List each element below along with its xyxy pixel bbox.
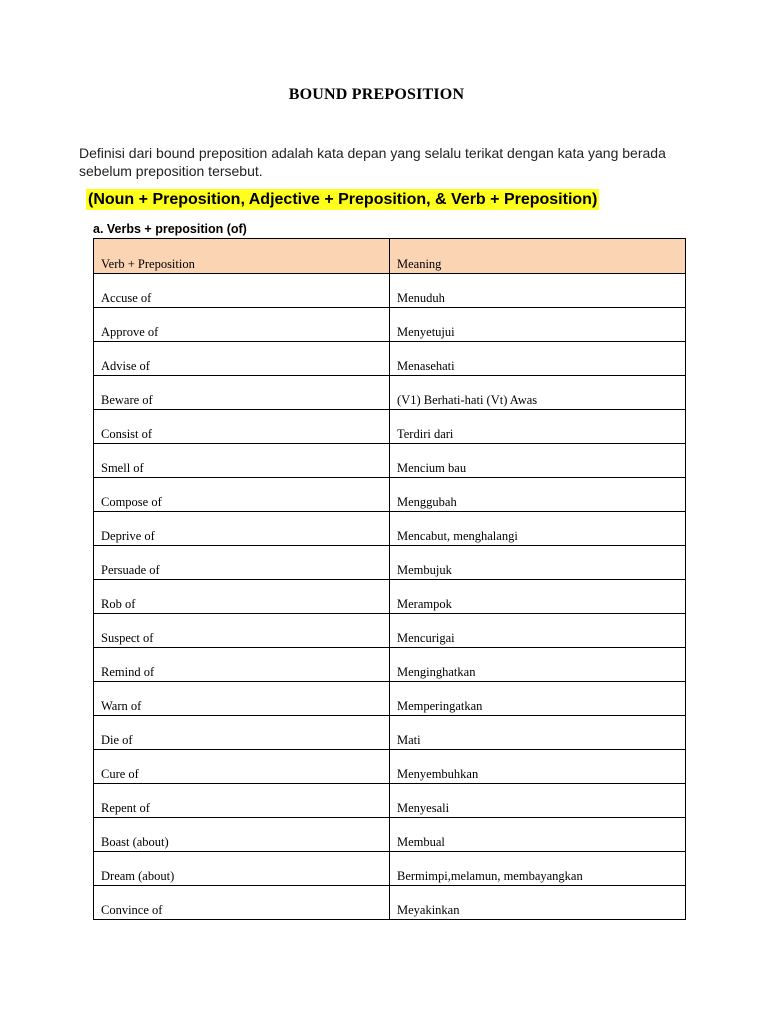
verb-preposition-cell: Warn of (94, 682, 390, 716)
table-row (94, 376, 686, 410)
table-row (94, 274, 686, 308)
table-row (94, 886, 686, 920)
meaning-cell: Mencium bau (390, 444, 686, 478)
meaning-cell: Memperingatkan (390, 682, 686, 716)
page-title: BOUND PREPOSITION (288, 86, 465, 103)
meaning-cell: Menuduh (390, 274, 686, 308)
table-header-row (94, 239, 686, 274)
table-row (94, 546, 686, 580)
table-row (94, 818, 686, 852)
table-row (94, 444, 686, 478)
verb-preposition-cell: Suspect of (94, 614, 390, 648)
meaning-cell: Meyakinkan (390, 886, 686, 920)
verb-preposition-cell: Rob of (94, 580, 390, 614)
verb-preposition-cell: Convince of (94, 886, 390, 920)
meaning-cell: Menginghatkan (390, 648, 686, 682)
meaning-cell: Menyesali (390, 784, 686, 818)
verb-preposition-cell: Boast (about) (94, 818, 390, 852)
header-meaning: Meaning (390, 239, 686, 274)
verb-preposition-cell: Consist of (94, 410, 390, 444)
table-row (94, 410, 686, 444)
verb-preposition-cell: Accuse of (94, 274, 390, 308)
verb-preposition-cell: Approve of (94, 308, 390, 342)
preposition-table (93, 238, 686, 920)
table-row (94, 580, 686, 614)
table-row (94, 852, 686, 886)
table-row (94, 478, 686, 512)
verb-preposition-cell: Dream (about) (94, 852, 390, 886)
meaning-cell: Mencurigai (390, 614, 686, 648)
verb-preposition-cell: Persuade of (94, 546, 390, 580)
table-row (94, 784, 686, 818)
highlighted-formula: (Noun + Preposition, Adjective + Preposition, & Verb + Preposition) (88, 191, 598, 208)
meaning-cell: Merampok (390, 580, 686, 614)
meaning-cell: Menyembuhkan (390, 750, 686, 784)
table-row (94, 308, 686, 342)
meaning-cell: Membual (390, 818, 686, 852)
verb-preposition-cell: Advise of (94, 342, 390, 376)
verb-preposition-cell: Deprive of (94, 512, 390, 546)
meaning-cell: Menasehati (390, 342, 686, 376)
verb-preposition-cell: Repent of (94, 784, 390, 818)
verb-preposition-cell: Beware of (94, 376, 390, 410)
table-row (94, 682, 686, 716)
table-row (94, 750, 686, 784)
verb-preposition-cell: Die of (94, 716, 390, 750)
meaning-cell: Terdiri dari (390, 410, 686, 444)
section-heading: a. Verbs + preposition (of) (93, 222, 247, 236)
meaning-cell: (V1) Berhati-hati (Vt) Awas (390, 376, 686, 410)
verb-preposition-cell: Compose of (94, 478, 390, 512)
table-row (94, 512, 686, 546)
meaning-cell: Mati (390, 716, 686, 750)
header-verb-preposition: Verb + Preposition (94, 239, 390, 274)
verb-preposition-cell: Remind of (94, 648, 390, 682)
meaning-cell: Membujuk (390, 546, 686, 580)
table-row (94, 648, 686, 682)
verb-preposition-cell: Cure of (94, 750, 390, 784)
table-row (94, 614, 686, 648)
intro-paragraph: Definisi dari bound preposition adalah kata depan yang selalu terikat dengan kata yang berada sebelum preposition tersebut. (79, 145, 666, 179)
meaning-cell: Menggubah (390, 478, 686, 512)
meaning-cell: Menyetujui (390, 308, 686, 342)
verb-preposition-cell: Smell of (94, 444, 390, 478)
table-row (94, 342, 686, 376)
meaning-cell: Bermimpi,melamun, membayangkan (390, 852, 686, 886)
table-row (94, 716, 686, 750)
meaning-cell: Mencabut, menghalangi (390, 512, 686, 546)
